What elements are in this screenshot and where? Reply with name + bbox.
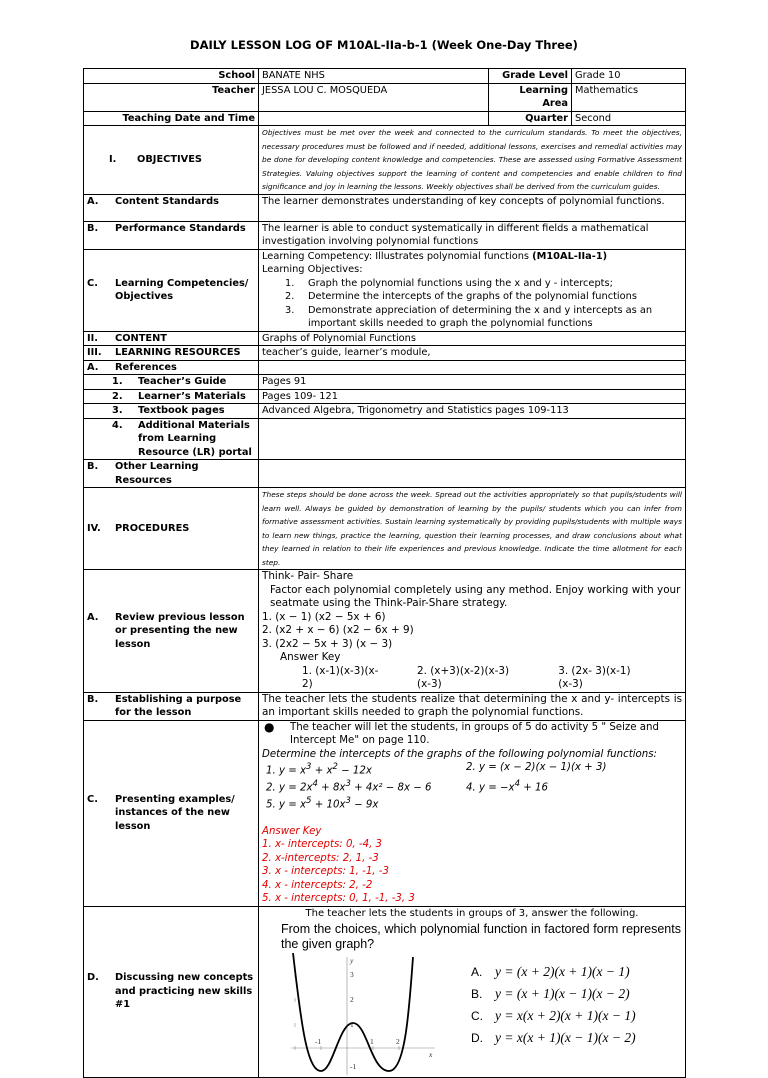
objectives-num: I. xyxy=(109,154,117,165)
discussing-num: D. xyxy=(87,972,99,984)
presenting-num: C. xyxy=(87,793,98,805)
activity-text: The teacher will let the students, in groups of 5 do activity 5 " Seize and Intercept Me" on page 110. xyxy=(290,721,659,746)
reference-label: Additional Materials from Learning Resource (LR) portal xyxy=(138,419,252,458)
content-standards-heading xyxy=(84,194,259,221)
review-label: Review previous lesson or presenting the new lesson xyxy=(115,611,245,650)
learning-resources-row xyxy=(84,346,686,361)
grade-level-label: Grade Level xyxy=(489,69,572,84)
review-answer-key-label: Answer Key xyxy=(280,651,341,663)
other-resources-label: Other Learning Resources xyxy=(115,461,199,486)
procedures-num: IV. xyxy=(87,522,101,534)
reference-num: 3. xyxy=(112,405,123,416)
learning-resources-heading xyxy=(84,346,259,361)
choice-item: C. y = x(x + 2)(x + 1)(x − 1) xyxy=(471,1007,636,1023)
performance-standards-heading xyxy=(84,221,259,249)
document-title: DAILY LESSON LOG OF M10AL-IIa-b-1 (Week One-Day Three) xyxy=(190,38,578,52)
performance-standards-label: Performance Standards xyxy=(115,222,246,234)
presenting-answer: 4. x - intercepts: 2, -2 xyxy=(262,879,373,891)
review-heading xyxy=(84,570,259,693)
competencies-heading xyxy=(84,249,259,331)
discussing-row xyxy=(84,906,686,1077)
presenting-task: Determine the intercepts of the graphs of the following polynomial functions: xyxy=(262,748,657,760)
review-item: 1. (x − 1) (x2 − 5x + 6) xyxy=(262,610,386,623)
purpose-num: B. xyxy=(87,693,99,705)
y-tick-label: 1 xyxy=(350,1019,354,1029)
reference-heading xyxy=(84,418,259,460)
review-item: 2. (x2 + x − 6) (x2 − 6x + 9) xyxy=(262,624,414,636)
y-tick-label: 2 xyxy=(350,994,354,1004)
content-standards-num: A. xyxy=(87,195,99,207)
lesson-log-table xyxy=(83,68,686,1078)
content-row xyxy=(84,331,686,346)
learning-objective-item: Graph the polynomial functions using the x and y - intercepts; xyxy=(308,277,613,289)
presenting-row xyxy=(84,720,686,906)
content-text: Graphs of Polynomial Functions xyxy=(259,331,686,346)
review-title: Think- Pair- Share xyxy=(262,570,354,582)
reference-heading xyxy=(84,404,259,419)
reference-row xyxy=(84,404,686,419)
review-row xyxy=(84,570,686,693)
other-resources-heading xyxy=(84,460,259,488)
function-item: 2. $y = 2x^4 + 8x^3 + 4x^2 - 8x - 6$ xyxy=(266,778,432,794)
reference-row xyxy=(84,375,686,390)
learning-objective-item: Demonstrate appreciation of determining the x and y intercepts as an important skills needed to graph the polynomial functions xyxy=(308,304,653,329)
competency-code: (M10AL-IIa-1) xyxy=(532,250,608,262)
functions-list xyxy=(262,761,682,812)
references-label: References xyxy=(115,361,177,373)
reference-value: Pages 91 xyxy=(259,375,686,390)
quarter-label: Quarter xyxy=(489,111,572,126)
learning-objective-item: Determine the intercepts of the graphs of the polynomial functions xyxy=(308,291,637,302)
performance-standards-row xyxy=(84,221,686,249)
content-num: II. xyxy=(87,332,99,344)
discussing-content xyxy=(259,906,686,1077)
presenting-label: Presenting examples/ instances of the new lesson xyxy=(115,793,235,832)
discussing-label: Discussing new concepts and practicing new skills #1 xyxy=(115,972,254,1011)
school-label: School xyxy=(84,69,259,84)
review-answer-row xyxy=(262,665,682,692)
choice-item: D. y = x(x + 1)(x − 1)(x − 2) xyxy=(471,1029,636,1045)
reference-value: Advanced Algebra, Trigonometry and Statistics pages 109-113 xyxy=(259,404,686,419)
references-num: A. xyxy=(87,361,99,373)
content-standards-text: The learner demonstrates understanding of key concepts of polynomial functions. xyxy=(259,194,686,221)
reference-num: 4. xyxy=(112,419,123,431)
competencies-label: Learning Competencies/ Objectives xyxy=(115,277,249,302)
review-instruction: Factor each polynomial completely using any method. Enjoy working with your seatmate using the Think-Pair-Share strategy. xyxy=(270,583,681,609)
header-row-teacher xyxy=(84,83,686,111)
competencies-num: C. xyxy=(87,277,98,289)
competency-statement: Learning Competency: Illustrates polynomial functions xyxy=(262,250,533,262)
discussing-heading xyxy=(84,906,259,1077)
y-axis-label: y xyxy=(350,955,354,965)
review-answer: 3. (2x- 3)(x-1)(x-3) xyxy=(558,664,631,690)
objectives-note: Objectives must be met over the week and connected to the curriculum standards. To meet the objectives, necessary procedures must be followed and if needed, additional lessons, exercises and remedial activities may be done for developing content knowledge and competencies. These are assessed using Formative Assessment Strategies. Valuing objectives support the learning of content and competencies and enable children to find significance and joy in learning the lessons. Weekly objectives shall be derived from the curriculum guides. xyxy=(259,126,686,195)
review-num: A. xyxy=(87,611,99,623)
x-axis-label: x xyxy=(429,1049,433,1059)
purpose-label: Establishing a purpose for the lesson xyxy=(115,693,242,718)
reference-value: Pages 109- 121 xyxy=(259,389,686,404)
references-value xyxy=(259,360,686,375)
objectives-heading xyxy=(84,126,259,195)
reference-row xyxy=(84,418,686,460)
activity-bullet xyxy=(262,721,682,748)
objectives-row xyxy=(84,126,686,195)
presenting-heading xyxy=(84,720,259,906)
presenting-answer: 5. x - intercepts: 0, 1, -1, -3, 3 xyxy=(262,893,415,905)
content-label: CONTENT xyxy=(115,332,167,344)
header-row-school xyxy=(84,69,686,84)
presenting-answer: 3. x - intercepts: 1, -1, -3 xyxy=(262,866,389,878)
competencies-text xyxy=(259,249,686,331)
procedures-heading xyxy=(84,488,259,570)
purpose-heading xyxy=(84,692,259,720)
performance-standards-text: The learner is able to conduct systematically in different fields a mathematical investigation involving polynomial functions xyxy=(259,221,686,249)
learning-resources-label: LEARNING RESOURCES xyxy=(115,347,241,358)
reference-row xyxy=(84,389,686,404)
reference-label: Learner’s Materials xyxy=(138,390,246,402)
content-heading xyxy=(84,331,259,346)
teacher-value: JESSA LOU C. MOSQUEDA xyxy=(259,83,489,111)
reference-heading xyxy=(84,389,259,404)
review-answer: 1. (x-1)(x-3)(x-2) xyxy=(302,664,379,690)
competency-line xyxy=(262,250,682,264)
learning-resources-text: teacher’s guide, learner’s module, xyxy=(259,346,686,361)
procedures-row xyxy=(84,488,686,570)
x-tick-label: 1 xyxy=(370,1036,374,1046)
procedures-note: These steps should be done across the week. Spread out the activities appropriately so that pupils/students will learn well. Always be guided by demonstration of learning by the pupils/ students which you can infer from formative assessment activities. Sustain learning systematically by providing pupils/students with multiple ways to learn new things, practice the learning, question their learning processes, and draw conclusions about what they learned in relation to their life experiences and previous knowledge. Indicate the time allotment for each step. xyxy=(259,488,686,570)
presenting-answer-key-label: Answer Key xyxy=(262,825,322,837)
review-item: 3. (2x2 − 5x + 3) (x − 3) xyxy=(262,637,393,650)
competencies-row xyxy=(84,249,686,331)
presenting-content xyxy=(259,720,686,906)
references-heading xyxy=(84,360,259,375)
reference-label: Textbook pages xyxy=(138,405,225,416)
other-resources-row xyxy=(84,460,686,488)
performance-standards-num: B. xyxy=(87,222,99,234)
learning-objectives-list xyxy=(262,277,682,331)
function-item: 1. $y = x^3 + x^2 - 12x$ xyxy=(266,762,372,777)
learning-area-label: Learning Area xyxy=(489,83,572,111)
x-tick-label: -1 xyxy=(315,1036,322,1046)
other-resources-num: B. xyxy=(87,461,99,472)
reference-value xyxy=(259,418,686,460)
y-tick-label: 3 xyxy=(350,969,354,979)
x-tick-label: 2 xyxy=(396,1036,400,1046)
teaching-date-label: Teaching Date and Time xyxy=(84,111,259,126)
other-resources-text xyxy=(259,460,686,488)
grade-level-value: Grade 10 xyxy=(572,69,686,84)
reference-num: 1. xyxy=(112,376,123,387)
references-row xyxy=(84,360,686,375)
review-content xyxy=(259,570,686,693)
teacher-label: Teacher xyxy=(84,83,259,111)
school-value: BANATE NHS xyxy=(259,69,489,84)
review-answer: 2. (x+3)(x-2)(x-3)(x-3) xyxy=(417,664,510,690)
purpose-row xyxy=(84,692,686,720)
presenting-answer: 1. x- intercepts: 0, -4, 3 xyxy=(262,839,383,851)
reference-num: 2. xyxy=(112,390,123,402)
function-item: 4. $y = -x^4 + 16$ xyxy=(466,778,548,794)
objectives-label: OBJECTIVES xyxy=(137,154,202,165)
quarter-value: Second xyxy=(572,111,686,126)
answer-choices xyxy=(471,961,636,1049)
learning-area-value: Mathematics xyxy=(572,83,686,111)
function-item: 5. $y = x^5 + 10x^3 - 9x$ xyxy=(266,795,379,811)
learning-resources-num: III. xyxy=(87,347,102,358)
content-standards-label: Content Standards xyxy=(115,195,219,207)
header-row-date xyxy=(84,111,686,126)
reference-heading xyxy=(84,375,259,390)
y-tick-label: -1 xyxy=(350,1061,357,1071)
discussing-question: From the choices, which polynomial function in factored form represents the given graph? xyxy=(281,921,681,951)
bullet-icon: ● xyxy=(264,720,275,734)
teaching-date-value xyxy=(259,111,489,126)
polynomial-graph xyxy=(287,953,437,1077)
function-item: 2. y = (x − 2)(x − 1)(x + 3) xyxy=(466,762,607,773)
reference-label: Teacher’s Guide xyxy=(138,376,227,387)
discussing-instruction: The teacher lets the students in groups of 3, answer the following. xyxy=(305,907,639,919)
choice-item: A. y = (x + 2)(x + 1)(x − 1) xyxy=(471,963,630,979)
learning-objectives-label: Learning Objectives: xyxy=(262,264,363,275)
content-standards-row xyxy=(84,194,686,221)
purpose-text: The teacher lets the students realize that determining the x and y- intercepts is an important skills needed to graph the polynomial functions. xyxy=(259,692,686,720)
choice-item: B. y = (x + 1)(x − 1)(x − 2) xyxy=(471,985,630,1001)
presenting-answer: 2. x-intercepts: 2, 1, -3 xyxy=(262,852,379,864)
procedures-label: PROCEDURES xyxy=(115,522,190,534)
